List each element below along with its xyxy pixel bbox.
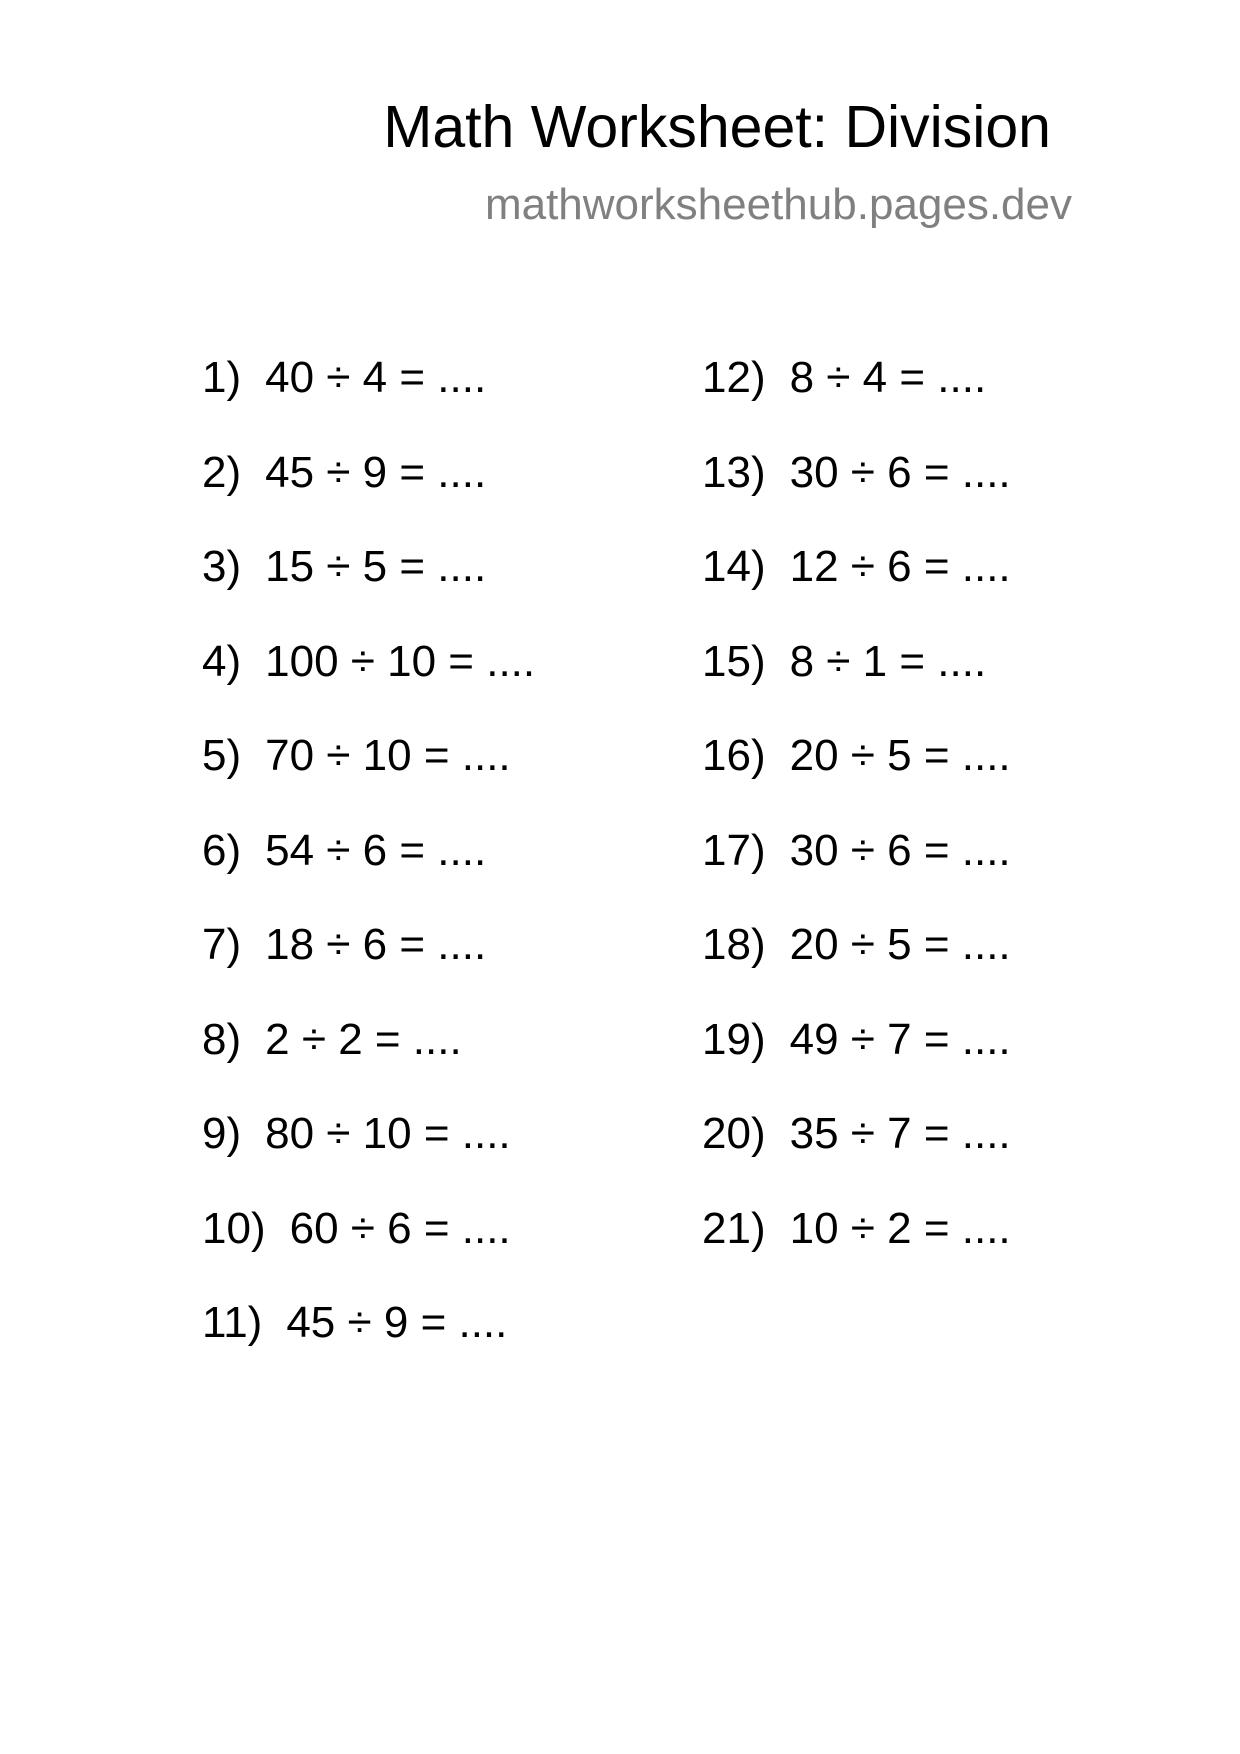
problem-expression: 12 ÷ 6 = .... (789, 542, 1011, 591)
problem-item (202, 1109, 511, 1158)
problem-number: 20) (702, 1109, 766, 1158)
problem-item (202, 1203, 511, 1253)
problem-expression: 8 ÷ 4 = .... (789, 353, 987, 402)
problem-expression: 20 ÷ 5 = .... (789, 731, 1011, 780)
problem-expression: 54 ÷ 6 = .... (265, 825, 487, 875)
problem-item (202, 353, 487, 402)
problem-item (702, 542, 1011, 591)
problem-number: 10) (202, 1203, 266, 1253)
problem-expression: 100 ÷ 10 = .... (265, 636, 536, 686)
problem-item (202, 542, 487, 591)
problem-item (202, 636, 536, 686)
problem-item (702, 731, 1011, 780)
problem-expression: 30 ÷ 6 = .... (789, 825, 1011, 875)
problem-number: 17) (702, 825, 766, 875)
problem-expression: 2 ÷ 2 = .... (265, 1014, 462, 1064)
problem-number: 12) (702, 353, 766, 402)
problem-item (702, 353, 987, 402)
problem-expression: 40 ÷ 4 = .... (265, 353, 487, 402)
problem-item (202, 447, 487, 497)
problem-number: 11) (202, 1298, 263, 1347)
problem-expression: 45 ÷ 9 = .... (265, 447, 487, 497)
problem-expression: 30 ÷ 6 = .... (789, 447, 1011, 497)
problem-number: 4) (202, 636, 242, 686)
problem-number: 21) (702, 1203, 766, 1253)
worksheet-source-url: mathworksheethub.pages.dev (484, 180, 1072, 229)
problem-number: 5) (202, 731, 242, 780)
problem-expression: 10 ÷ 2 = .... (789, 1203, 1011, 1253)
problem-item (702, 1109, 1011, 1158)
problem-expression: 49 ÷ 7 = .... (789, 1014, 1011, 1064)
problem-expression: 18 ÷ 6 = .... (265, 920, 487, 969)
problem-expression: 60 ÷ 6 = .... (289, 1203, 511, 1253)
problem-number: 3) (202, 542, 242, 591)
problem-expression: 15 ÷ 5 = .... (265, 542, 487, 591)
problem-number: 16) (702, 731, 766, 780)
problem-item (202, 825, 487, 875)
problem-expression: 20 ÷ 5 = .... (789, 920, 1011, 969)
problem-item (702, 920, 1011, 969)
problem-item (202, 731, 511, 780)
problem-expression: 35 ÷ 7 = .... (789, 1109, 1011, 1158)
problem-number: 15) (702, 636, 766, 686)
problem-expression: 8 ÷ 1 = .... (789, 636, 987, 686)
problem-number: 6) (202, 825, 242, 875)
problem-number: 1) (202, 353, 242, 402)
problem-number: 9) (202, 1109, 242, 1158)
problem-expression: 45 ÷ 9 = .... (286, 1298, 508, 1347)
problem-item (702, 447, 1011, 497)
problem-number: 14) (702, 542, 766, 591)
problem-item (702, 825, 1011, 875)
problem-expression: 80 ÷ 10 = .... (265, 1109, 511, 1158)
problem-item (702, 1203, 1011, 1253)
problem-number: 2) (202, 447, 242, 497)
problem-item (702, 1014, 1011, 1064)
problem-item (202, 920, 487, 969)
problem-number: 19) (702, 1014, 766, 1064)
problem-number: 8) (202, 1014, 242, 1064)
worksheet-title: Math Worksheet: Division (383, 94, 1051, 160)
problem-number: 7) (202, 920, 242, 969)
problem-item (202, 1298, 508, 1347)
problem-number: 18) (702, 920, 766, 969)
problem-number: 13) (702, 447, 766, 497)
problem-item (702, 636, 987, 686)
problem-item (202, 1014, 462, 1064)
problem-expression: 70 ÷ 10 = .... (265, 731, 511, 780)
